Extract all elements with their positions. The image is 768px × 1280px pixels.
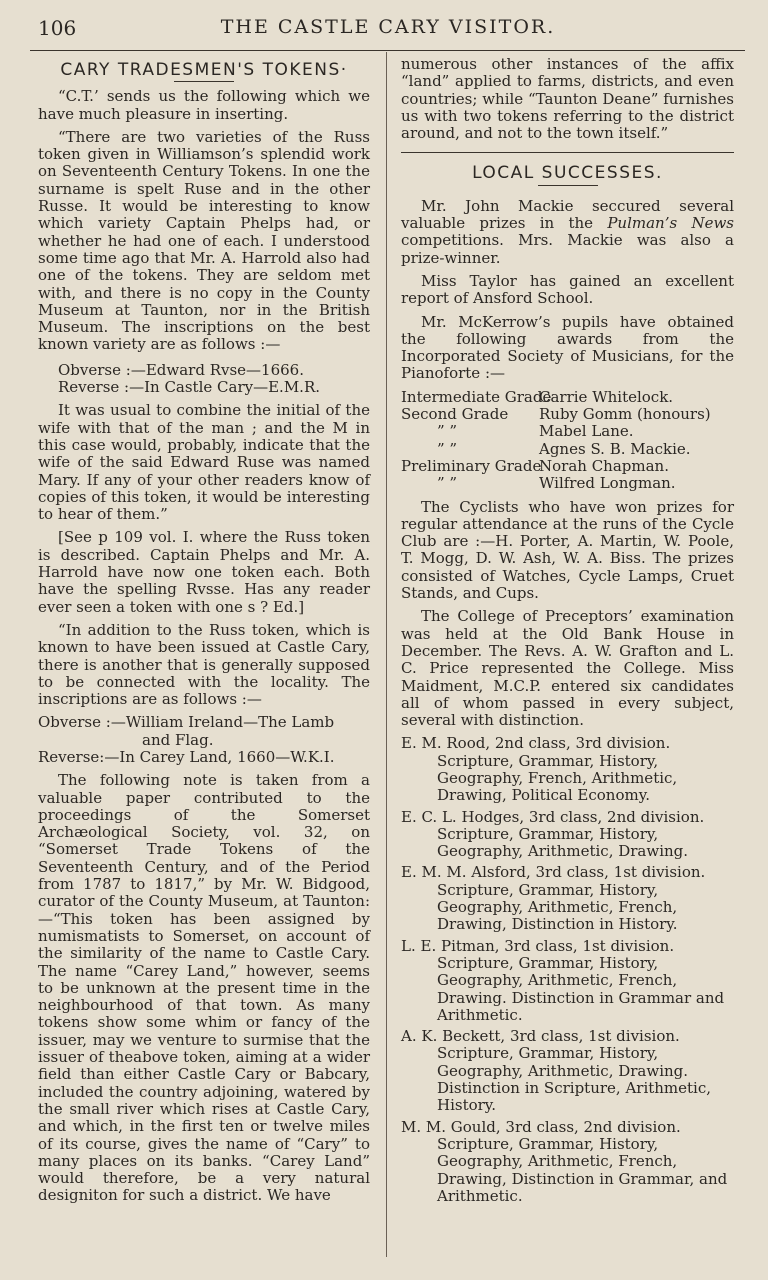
list-item: E. M. M. Alsford, 3rd class, 1st division. Scripture, Grammar, History, Geography, Arithmetic, French, Drawing, Distinction in History. xyxy=(401,863,706,934)
obverse-ireland-cont: and Flag. xyxy=(142,730,214,749)
list-item: M. M. Gould, 3rd class, 2nd division. Scripture, Grammar, History, Geography, Arithmetic, French, Drawing, Distinction in Grammar, and Arithmetic. xyxy=(401,1117,728,1205)
heading-rule xyxy=(174,81,234,82)
taylor-paragraph: Miss Taylor has gained an excellent report of Ansford School. xyxy=(401,271,734,308)
editor-note: [See p 109 vol. I. where the Russ token is described. Captain Phelps and Mr. A. Harrold have now one token each. Both have the spelling Rvsse. Has any reader ever seen a token with one s ? Ed.] xyxy=(38,528,370,616)
award-row: Second Grade Ruby Gomm (honours) xyxy=(401,405,711,424)
award-row: ” ” Agnes S. B. Mackie. xyxy=(437,439,691,458)
award-row: Intermediate GradeCarrie Whitelock. xyxy=(401,387,674,406)
inscription-russ xyxy=(38,362,370,397)
reverse-russ: Reverse :—In Castle Cary—E.M.R. xyxy=(58,378,321,397)
award-row: ” ” Mabel Lane. xyxy=(437,422,634,441)
list-item: E. M. Rood, 2nd class, 3rd division. Scripture, Grammar, History, Geography, French, Arithmetic, Drawing, Political Economy. xyxy=(401,734,678,805)
reverse-ireland: Reverse:—In Carey Land, 1660—W.K.I. xyxy=(38,747,335,766)
pulmans-news: Pulman’s News xyxy=(607,214,734,233)
tokens-paragraph-2: It was usual to combine the initial of the wife with that of the man ; and the M in this case would, probably, indicate that the wife of the said Edward Ruse was named Mary. If any of your other readers know of copies of this token, it would be interesting to hear of them.” xyxy=(38,401,370,524)
right-column xyxy=(401,56,734,1209)
cyclists-paragraph: The Cyclists who have won prizes for regular attendance at the runs of the Cycle Club are :—H. Porter, A. Martin, W. Poole, T. Mogg, D. W. Ash, W. A. Biss. The prizes consisted of Watches, Cycle Lamps, Cruet Stands, and Cups. xyxy=(401,497,734,603)
running-title: THE CASTLE CARY VISITOR. xyxy=(220,16,556,38)
tokens-paragraph-1: “There are two varieties of the Russ token given in Williamson’s splendid work on Seventeenth Century Tokens. In one the surname is spelt Ruse and in the other Russe. It would be interesting to know which variety Captain Phelps had, or whether he had one of each. I understood some time ago that Mr. A. Harrold also had one of the tokens. They are seldom met with, and there is no copy in the County Museum at Taunton, nor in the British Museum. The inscriptions on the best known variety are as follows :— xyxy=(38,127,370,354)
tokens-paragraph-3: “In addition to the Russ token, which is known to have been issued at Castle Cary, there is another that is generally supposed to be connected with the locality. The inscriptions are as follows :— xyxy=(38,620,370,709)
passes-list xyxy=(401,735,734,1205)
mackie-paragraph xyxy=(401,198,734,267)
award-row: Preliminary GradeNorah Chapman. xyxy=(401,456,669,475)
column-divider xyxy=(386,52,387,1257)
page-number: 106 xyxy=(38,16,77,40)
successes-heading: LOCAL SUCCESSES. xyxy=(472,163,663,184)
header-rule xyxy=(30,50,745,51)
list-item: E. C. L. Hodges, 3rd class, 2nd division. Scripture, Grammar, History, Geography, Arithmetic, Drawing. xyxy=(401,807,705,861)
list-item: L. E. Pitman, 3rd class, 1st division. Scripture, Grammar, History, Geography, Arithmetic, French, Drawing. Distinction in Grammar and Arithmetic. xyxy=(401,936,725,1024)
section-rule xyxy=(401,152,734,153)
awards-list xyxy=(401,389,734,493)
mackie-text-1: Mr. John Mackie seccured several valuable prizes in the xyxy=(401,196,734,233)
tokens-paragraph-4: The following note is taken from a valuable paper contributed to the proceedings of the Somerset Archæological Society, vol. 32, on “Somerset Trade Tokens of the Seventeenth Century, and of the Period from 1787 to 1817,” by Mr. W. Bidgood, curator of the County Museum, at Taunton:—“This token has been assigned by numismatists to Somerset, on account of the similarity of the name to Castle Cary. The name “Carey Land,” however, seems to be unknown at the present time in the neighbourhood of that town. As many tokens show some whim or fancy of the issuer, may we venture to surmise that the issuer of theabove token, aiming at a wider field than either Castle Cary or Babcary, included the country adjoining, watered by the small river which rises at Castle Cary, and which, in the first ten or twelve miles of its course, gives the name of “Cary” to many places on its banks. “Carey Land” would therefore, be a very natural designiton for such a district. We have xyxy=(38,771,370,1205)
obverse-russ: Obverse :—Edward Rvse—1666. xyxy=(58,360,304,379)
page-header xyxy=(38,10,738,46)
preceptors-paragraph: The College of Preceptors’ examination was held at the Old Bank House in December. The Revs. A. W. Grafton and L. C. Price represented the College. Miss Maidment, M.C.P. entered six candidates all of whom passed in every subject, several with distinction. xyxy=(401,607,734,730)
left-column xyxy=(38,56,370,1211)
list-item: A. K. Beckett, 3rd class, 1st division. Scripture, Grammar, History, Geography, Arithmetic, Drawing. Distinction in Scripture, Arithmetic, History. xyxy=(401,1027,712,1115)
tokens-heading: CARY TRADESMEN'S TOKENS· xyxy=(60,60,348,80)
inscription-ireland xyxy=(38,714,370,766)
tokens-continuation: numerous other instances of the affix “land” applied to farms, districts, and even countries; while “Taunton Deane” furnishes us with two tokens referring to the district around, and not to the town itself.” xyxy=(401,55,734,143)
successes-heading-rule xyxy=(538,185,598,186)
mckerrow-paragraph: Mr. McKerrow’s pupils have obtained the following awards from the Incorporated Society of Musicians, for the Pianoforte :— xyxy=(401,312,734,383)
mackie-text-2: competitions. Mrs. Mackie was also a prize-winner. xyxy=(401,231,734,267)
award-row: ” ” Wilfred Longman. xyxy=(437,474,676,493)
obverse-ireland: Obverse :—William Ireland—The Lamb xyxy=(38,713,335,732)
tokens-intro: “C.T.’ sends us the following which we have much pleasure in inserting. xyxy=(38,87,370,123)
